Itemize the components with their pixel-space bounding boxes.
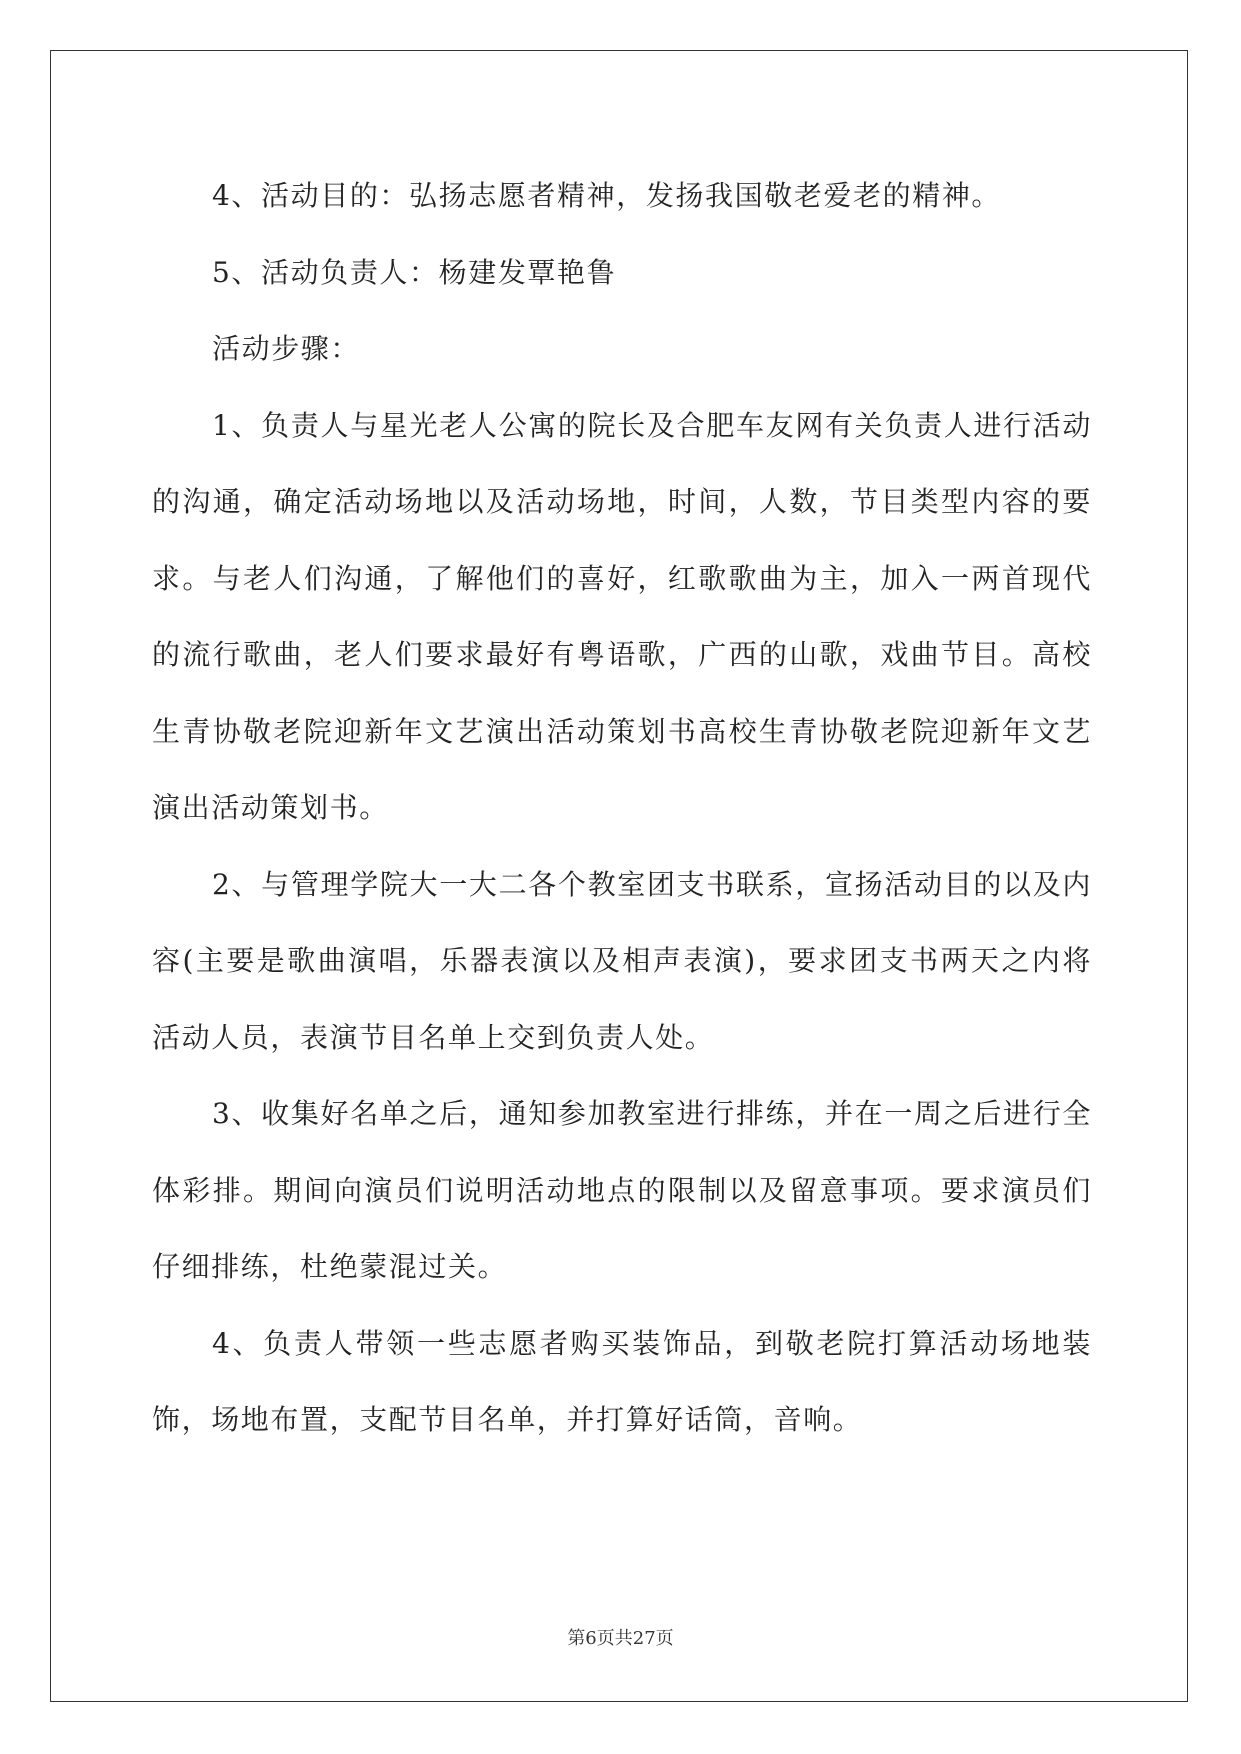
page-number-total: 共27页 xyxy=(614,1628,674,1649)
page-footer xyxy=(0,1624,1241,1650)
paragraph-activity-purpose: 4、活动目的：弘扬志愿者精神，发扬我国敬老爱老的精神。 xyxy=(212,179,1002,212)
paragraph-step-2: 2、与管理学院大一大二各个教室团支书联系，宣扬活动目的以及内容(主要是歌曲演唱，乐器表演以及相声表演)，要求团支书两天之内将活动人员，表演节目名单上交到负责人处。 xyxy=(152,867,1092,1054)
paragraph-step-4: 4、负责人带领一些志愿者购买装饰品，到敬老院打算活动场地装饰，场地布置，支配节目名单，并打算好话筒，音响。 xyxy=(152,1326,1092,1436)
paragraph-activity-leaders: 5、活动负责人：杨建发覃艳鲁 xyxy=(212,255,617,289)
page-number-current: 第6页 xyxy=(567,1628,615,1649)
document-body xyxy=(152,158,1092,1459)
paragraph-step-3: 3、收集好名单之后，通知参加教室进行排练，并在一周之后进行全体彩排。期间向演员们说明活动地点的限制以及留意事项。要求演员们仔细排练，杜绝蒙混过关。 xyxy=(152,1097,1092,1283)
paragraph-step-1: 1、负责人与星光老人公寓的院长及合肥车友网有关负责人进行活动的沟通，确定活动场地以及活动场地，时间，人数，节目类型内容的要求。与老人们沟通，了解他们的喜好，红歌歌曲为主，加入一两首现代的流行歌曲，老人们要求最好有粤语歌，广西的山歌，戏曲节目。高校生青协敬老院迎新年文艺演出活动策划书高校生青协敬老院迎新年文艺演出活动策划书。 xyxy=(152,408,1092,824)
paragraph-steps-heading: 活动步骤： xyxy=(212,332,361,365)
